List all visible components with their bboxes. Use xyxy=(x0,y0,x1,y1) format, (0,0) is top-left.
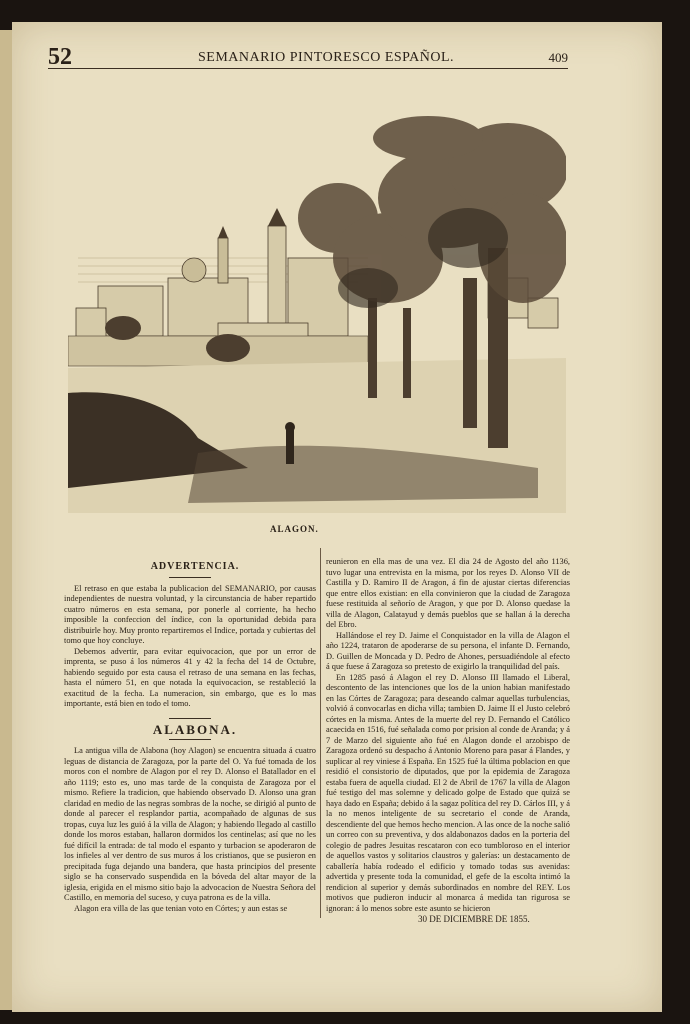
notice-title: ADVERTENCIA. xyxy=(150,561,240,572)
title-rule xyxy=(169,739,211,740)
running-head: SEMANARIO PINTORESCO ESPAÑOL. xyxy=(198,50,455,65)
page-header xyxy=(48,44,568,69)
section-rule xyxy=(169,718,211,719)
page-number-left: 52 xyxy=(48,44,72,70)
article-title: ALABONA. xyxy=(152,721,238,737)
left-column xyxy=(64,562,316,914)
title-rule xyxy=(169,577,211,578)
adjacent-page-edge xyxy=(0,30,12,1010)
column-rule xyxy=(320,548,321,918)
right-column xyxy=(326,557,570,914)
article-paragraph: reunieron en ella mas de una vez. El dia 24 de Agosto del año 1136, tuvo lugar una entrevista en la misma, por los reyes D. Alonso VII de Castilla y D. Ramiro II de Aragon, á fin de ajustar ciertas diferencias que entre ellos existian: en ella convinieron que la ciudad de Zaragoza fuese restituida al señorío de Aragon, y que por D. Alonso quedase la villa de Alagon, Calatayud y demás pueblos que se hallan á la derecha del Ebro. xyxy=(326,557,570,629)
article-paragraph: Hallándose el rey D. Jaime el Conquistador en la villa de Alagon el año 1224, trataron de apoderarse de su persona, el infante D. Fernando, D. Guillen de Moncada y D. Pedro de Ahones, persuadiéndole al efecto á que fuese á Zaragoza so pretesto de exigirlo la tranquilidad del país. xyxy=(326,630,570,671)
notice-paragraph: Debemos advertir, para evitar equivocacion, que por un error de imprenta, se puso á los números 41 y 42 la fecha del 14 de Octubre, habiendo seguido por esta causa el retraso de una semana en las fechas, hasta el número 51, en que notada la equivocacion, se restableció la exactitud de la fecha. La numeracion, sin embargo, que es lo mas importante, está bien en todo el tomo. xyxy=(64,646,316,708)
illustration-caption: ALAGON. xyxy=(270,524,319,534)
article-paragraph: En 1285 pasó á Alagon el rey D. Alonso III llamado el Liberal, descontento de las intenciones que los de la union habian manifestado en las Córtes de Zaragoza; para deseando calmar aquellas turbulencias, volvió á convocarlas en dicha villa; tambien D. Jaime II el Justo celebró córtes en la misma. Antes de la muerte del rey D. Fernando el Católico acaecida en 1516, fué señalada como por prision al conde de Aranda; y á 7 de Marzo del siguiente año fué en Alagon donde el arzobispo de Zaragoza ordenó su despacho á Antonio Moreno para pasar á Flandes, y suplicar al rey viniese á España. En 1525 fué la última poblacion en que residió el consistorio de diputados, que por la epidemia de Zaragoza estaba fuera de aquella ciudad. El 2 de Abril de 1767 la villa de Alagon fué testigo del mas solemne y delicado golpe de Estado que quizá se haya dado en España; debido á la sagaz política del rey D. Cárlos III, y á la no menos inteligente de su secretario el conde de Aranda, descendiente del que hemos hecho mencion. A las once de la noche salió un correo con su preventiva, y dos aldabonazos dados en la porteria del colegio de padres Jesuitas rescataron con eco tumbloroso en el interior de aquellos vastos y solitarios claustros y galerías: un destacamento de caballería había rodeado el edificio y tomado todas sus avenidas: advertida y presente toda la comunidad, el gefe de la escolta intimó la rendicion al superior y demás subordinados en nombre del REY. Los motivos que pudieron inducir al monarca á medida tan rigurosa se ignoran: á lo menos sobre este asunto se hicieron xyxy=(326,672,570,913)
page-number-right: 409 xyxy=(548,50,568,65)
article-paragraph: Alagon era villa de las que tenian voto en Córtes; y aun estas se xyxy=(74,903,288,913)
issue-dateline: 30 DE DICIEMBRE DE 1855. xyxy=(418,914,530,924)
alagon-engraving xyxy=(68,108,566,513)
notice-paragraph: El retraso en que estaba la publicacion del SEMANARIO, por causas independientes de nuestra voluntad, y la circunstancia de haber repartido cuatro números en esta semana, por ponerle al corriente, ha hecho imposible la confeccion del índice, con la oportunidad debida para distribuirle hoy. Muy pronto repartiremos el Indice, portada y cubiertas del tomo que hoy concluye. xyxy=(64,583,316,645)
article-paragraph: La antigua villa de Alabona (hoy Alagon) se encuentra situada á cuatro leguas de distancia de Zaragoza, por la parte del O. Ya fué tomada de los moros con el nombre de Alagon por el rey D. Alonso el Batallador en el año 1119; esto es, uno mas tarde de la conquista de Zaragoza por el mismo. Refiere la tradicion, que habiendo observado D. Alonso una gran claridad en medio de las negras sombras de la noche, se dirigió al punto de donde al parecer el resplandor partia, acompañado de algunas de sus tropas, cuya luz les guió á la villa de Alagon; y habiendo llegado al castillo donde los moros estaban, hallaron dormidos los centinelas; así que no les fué difícil la entrada: de tal modo el espanto y turbacion se apoderaron de los infieles al ver dentro de sus muros á los cristianos, que se pusieron en precipitada fuga dejando una bandera, que hasta principios del presente siglo se ha conservado suspendida en la bóveda del altar mayor de la iglesia, erigida en el mismo sitio bajo la advocacion de Nuestra Señora del Castillo, en memoria del suceso, y cuya patrona es de la villa. xyxy=(64,746,316,902)
